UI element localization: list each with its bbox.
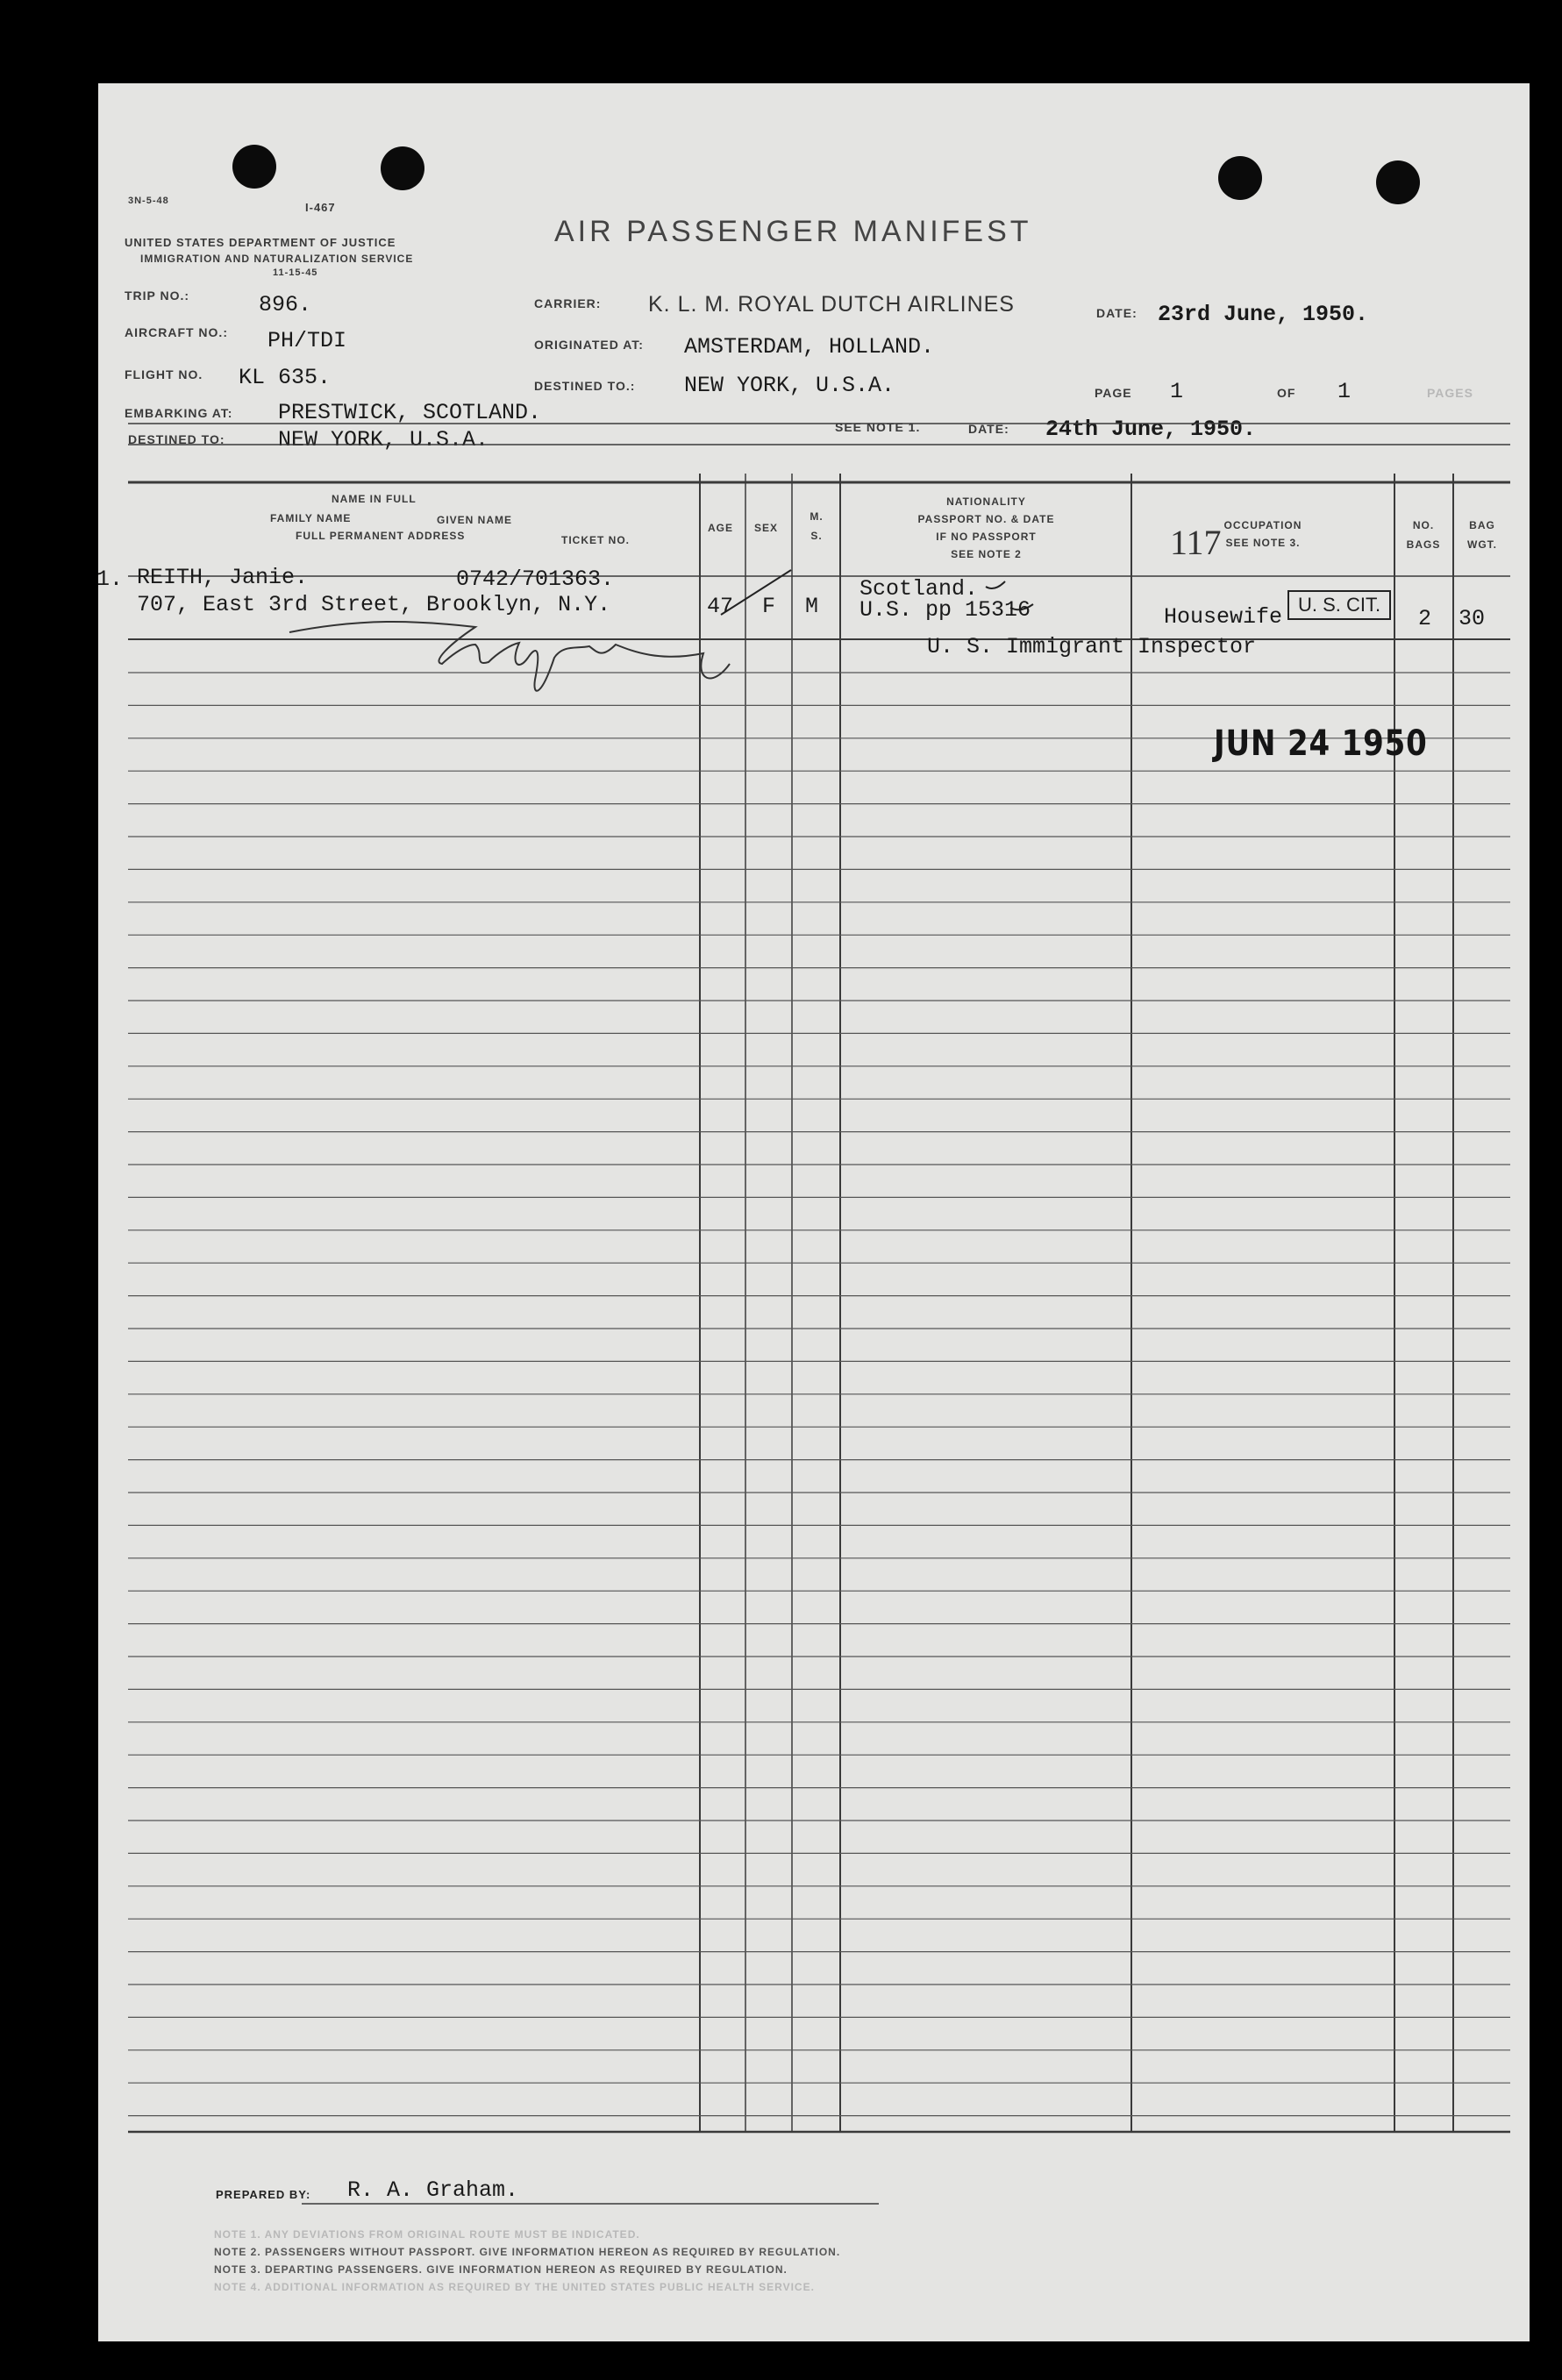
pages-label: PAGES (1427, 386, 1473, 400)
form-code: 3N-5-48 (128, 196, 169, 206)
form-date: 11-15-45 (273, 267, 318, 278)
page-label: PAGE (1095, 386, 1132, 400)
form-number: I-467 (305, 201, 336, 214)
manifest-title: AIR PASSENGER MANIFEST (554, 215, 1032, 248)
inspector-stamp: U. S. Immigrant Inspector (927, 634, 1257, 659)
destined-label: DESTINED TO: (128, 432, 225, 446)
col-nationality: NATIONALITY (946, 495, 1026, 508)
col-ms: M. S. (810, 510, 824, 542)
passenger-bags: 2 (1418, 606, 1432, 631)
handwritten-number: 117 (1170, 523, 1222, 562)
page-value: 1 (1170, 379, 1184, 404)
col-bag-weight: BAG WGT. (1467, 519, 1497, 551)
col-see-note-3: SEE NOTE 3. (1225, 537, 1301, 549)
note-4: NOTE 4. ADDITIONAL INFORMATION AS REQUIRED BY THE UNITED STATES PUBLIC HEALTH SERVICE. (214, 2281, 815, 2293)
col-bags: NO. BAGS (1406, 519, 1441, 551)
col-no-passport: IF NO PASSPORT (936, 531, 1037, 543)
us-citizen-stamp: U. S. CIT. (1287, 590, 1391, 620)
col-family-name: FAMILY NAME (270, 512, 352, 524)
col-given-name: GIVEN NAME (437, 514, 513, 526)
col-name-line1: NAME IN FULL (332, 493, 417, 505)
of-value: 1 (1337, 379, 1352, 404)
department-label: UNITED STATES DEPARTMENT OF JUSTICE (125, 236, 396, 249)
destined-to-value: NEW YORK, U.S.A. (684, 373, 895, 398)
date-value: 23rd June, 1950. (1158, 302, 1369, 327)
embarking-value: PRESTWICK, SCOTLAND. (278, 400, 542, 425)
passenger-age: 47 (707, 594, 734, 619)
see-note-label: SEE NOTE 1. (835, 420, 921, 434)
note-1: NOTE 1. ANY DEVIATIONS FROM ORIGINAL ROUTE MUST BE INDICATED. (214, 2228, 640, 2241)
inspector-signature (289, 622, 730, 691)
of-label: OF (1277, 386, 1296, 400)
originated-label: ORIGINATED AT: (534, 338, 644, 352)
arrival-date-label: DATE: (968, 422, 1009, 436)
col-age: AGE (708, 522, 734, 534)
passenger-number: 1. (96, 566, 124, 592)
col-sex: SEX (754, 522, 779, 534)
destined-value: NEW YORK, U.S.A. (278, 427, 489, 452)
date-label: DATE: (1096, 306, 1138, 320)
service-label: IMMIGRATION AND NATURALIZATION SERVICE (140, 253, 414, 265)
passenger-occupation: Housewife (1164, 604, 1283, 630)
prepared-by-label: PREPARED BY: (216, 2188, 311, 2201)
flight-no-label: FLIGHT NO. (125, 367, 203, 381)
note-3: NOTE 3. DEPARTING PASSENGERS. GIVE INFORMATION HEREON AS REQUIRED BY REGULATION. (214, 2263, 788, 2276)
originated-value: AMSTERDAM, HOLLAND. (684, 334, 935, 360)
col-see-note-2: SEE NOTE 2 (951, 548, 1022, 560)
manifest-sheet (98, 83, 1530, 2341)
passenger-passport: U.S. pp 15316 (859, 597, 1031, 623)
note-2: NOTE 2. PASSENGERS WITHOUT PASSPORT. GIVE INFORMATION HEREON AS REQUIRED BY REGULATION. (214, 2246, 841, 2258)
prepared-by-value: R. A. Graham. (347, 2177, 519, 2203)
passenger-nationality: Scotland. (859, 576, 979, 602)
passenger-sex: F (762, 594, 776, 619)
aircraft-no-value: PH/TDI (267, 328, 347, 353)
aircraft-no-label: AIRCRAFT NO.: (125, 325, 228, 339)
col-address: FULL PERMANENT ADDRESS (296, 530, 466, 542)
passenger-address: 707, East 3rd Street, Brooklyn, N.Y. (137, 592, 611, 617)
destined-to-label: DESTINED TO.: (534, 379, 636, 393)
col-ticket: TICKET NO. (561, 534, 630, 546)
passenger-marital-status: M (805, 594, 819, 619)
passenger-ticket: 0742/701363. (456, 566, 615, 592)
manifest-grid (98, 83, 1530, 2341)
carrier-label: CARRIER: (534, 296, 602, 310)
trip-no-value: 896. (259, 292, 312, 317)
passenger-name: REITH, Janie. (137, 565, 309, 590)
carrier-value: K. L. M. ROYAL DUTCH AIRLINES (648, 292, 1015, 317)
arrival-date-value: 24th June, 1950. (1045, 417, 1257, 442)
col-occupation: OCCUPATION (1223, 519, 1302, 531)
col-passport: PASSPORT NO. & DATE (917, 513, 1055, 525)
date-stamp: JUN 24 1950 (1214, 723, 1428, 764)
trip-no-label: TRIP NO.: (125, 289, 190, 303)
embarking-label: EMBARKING AT: (125, 406, 233, 420)
flight-no-value: KL 635. (239, 365, 332, 390)
passenger-bag-weight: 30 (1459, 606, 1486, 631)
